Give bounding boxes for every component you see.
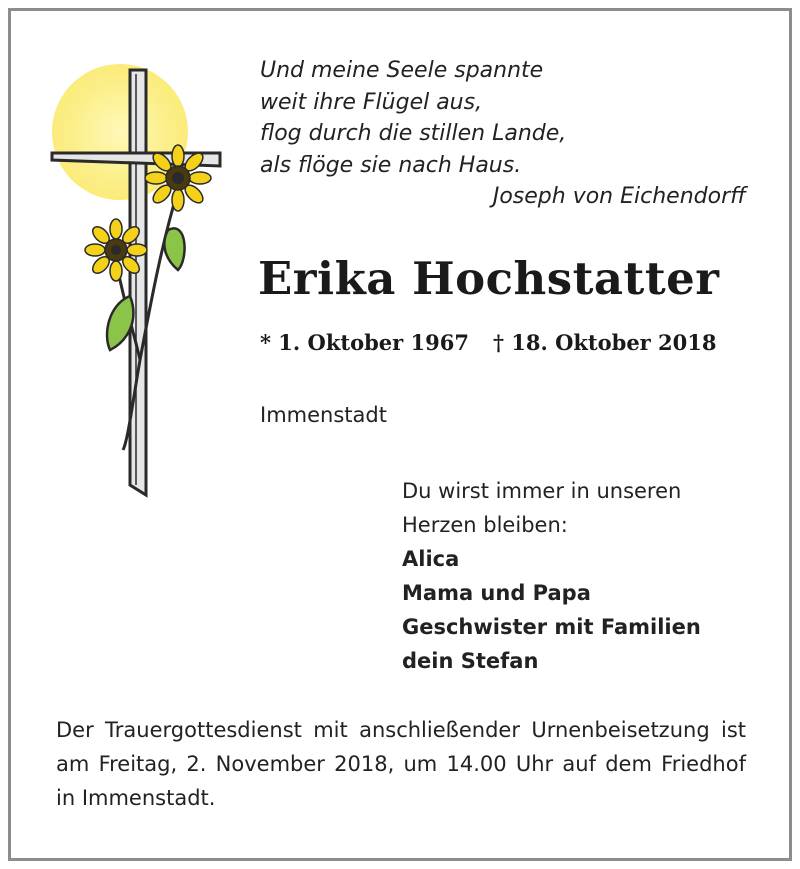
service-announcement: Der Trauergottesdienst mit anschließender Urnenbeisetzung ist am Freitag, 2. November 2018, um 14.00 Uhr auf dem Friedhof in Immenstadt. [56, 718, 746, 810]
sunflower-icon [85, 219, 147, 281]
poem-line: Und meine Seele spannte [260, 58, 544, 83]
mourners-block [402, 474, 762, 678]
mourner-name: Alica [402, 547, 460, 571]
poem-author: Joseph von Eichendorff [492, 184, 746, 209]
mourners-intro: Herzen bleiben: [402, 513, 568, 537]
mourner-name: Mama und Papa [402, 581, 591, 605]
sunflower-icon [145, 145, 211, 211]
poem-line: weit ihre Flügel aus, [260, 89, 483, 115]
life-dates [260, 330, 750, 355]
mourners-intro: Du wirst immer in unseren [402, 479, 682, 503]
deceased-name: Erika Hochstatter [258, 252, 720, 305]
residence-place: Immenstadt [260, 403, 387, 427]
cross-with-sunflowers-icon [48, 60, 228, 500]
death-date: † 18. Oktober 2018 [492, 330, 717, 355]
mourner-name: Geschwister mit Familien [402, 615, 701, 639]
poem-line: flog durch die stillen Lande, [260, 121, 567, 146]
mourner-name: dein Stefan [402, 649, 539, 673]
poem-line: als flöge sie nach Haus. [260, 152, 522, 178]
birth-date: * 1. Oktober 1967 [260, 330, 469, 355]
poem [260, 55, 750, 213]
